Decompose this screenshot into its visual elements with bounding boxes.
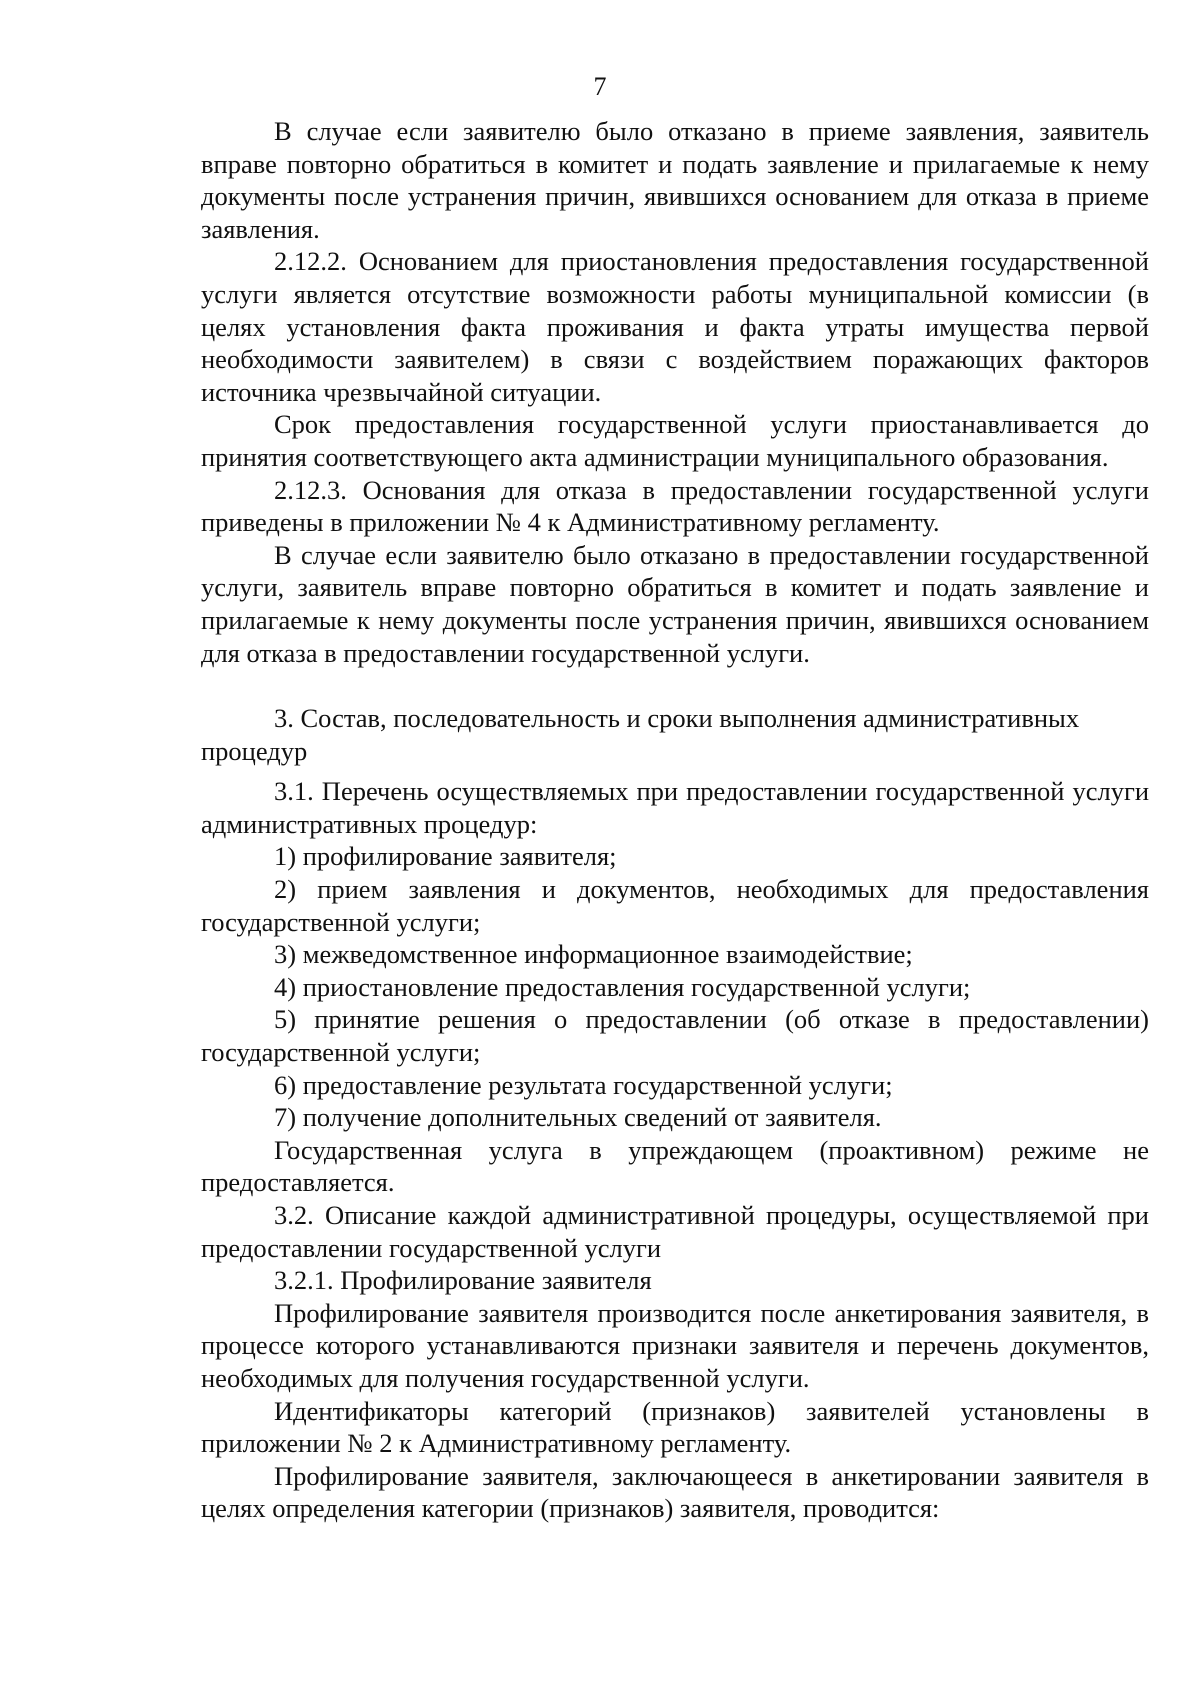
list-item: 1) профилирование заявителя; — [274, 841, 617, 872]
paragraph: Срок предоставления государственной услуги приостанавливается до принятия соответствующего акта администрации муниципального образования. — [201, 409, 1149, 472]
section-spacer — [201, 669, 1149, 702]
paragraph: Профилирование заявителя производится после анкетирования заявителя, в процессе которого устанавливаются признаки заявителя и перечень документов, необходимых для получения государственной услуги. — [201, 1297, 1149, 1393]
paragraph: Идентификаторы категорий (признаков) заявителей установлены в приложении № 2 к Административному регламенту. — [201, 1395, 1149, 1459]
paragraph: 3.1. Перечень осуществляемых при предоставлении государственной услуги административных процедур: — [201, 776, 1149, 839]
paragraph: 2.12.2. Основанием для приостановления предоставления государственной услуги является отсутствие возможности работы муниципальной комиссии (в целях установления факта проживания и факта утраты имущества первой необходимости заявителем) в связи с воздействием поражающих факторов источника чрезвычайной ситуации. — [201, 246, 1149, 407]
page-number: 7 — [593, 72, 607, 101]
list-item: 5) принятие решения о предоставлении (об отказе в предоставлении) государственной услуги; — [201, 1004, 1149, 1068]
document-body — [201, 115, 1149, 1525]
paragraph: Государственная услуга в упреждающем (проактивном) режиме не предоставляется. — [201, 1134, 1149, 1198]
list-item: 6) предоставление результата государственной услуги; — [274, 1069, 893, 1100]
list-item: 3) межведомственное информационное взаимодействие; — [274, 939, 913, 970]
section-heading: 3. Состав, последовательность и сроки выполнения административных процедур — [201, 703, 1080, 766]
list-item: 4) приостановление предоставления государственной услуги; — [274, 971, 971, 1002]
list-item: 7) получение дополнительных сведений от заявителя. — [274, 1102, 882, 1133]
subsection-heading: 3.2.1. Профилирование заявителя — [274, 1265, 652, 1296]
paragraph: 2.12.3. Основания для отказа в предоставлении государственной услуги приведены в приложении № 4 к Административному регламенту. — [201, 474, 1149, 538]
paragraph: В случае если заявителю было отказано в приеме заявления, заявитель вправе повторно обратиться в комитет и подать заявление и прилагаемые к нему документы после устранения причин, явившихся основанием для отказа в приеме заявления. — [201, 116, 1149, 244]
list-item: 2) прием заявления и документов, необходимых для предоставления государственной услуги; — [201, 874, 1149, 937]
paragraph: В случае если заявителю было отказано в предоставлении государственной услуги, заявитель вправе повторно обратиться в комитет и подать заявление и прилагаемые к нему документы после устранения причин, явившихся основанием для отказа в предоставлении государственной услуги. — [201, 539, 1149, 668]
paragraph: Профилирование заявителя, заключающееся в анкетировании заявителя в целях определения категории (признаков) заявителя, проводится: — [201, 1460, 1149, 1524]
paragraph: 3.2. Описание каждой административной процедуры, осуществляемой при предоставлении государственной услуги — [201, 1200, 1149, 1263]
